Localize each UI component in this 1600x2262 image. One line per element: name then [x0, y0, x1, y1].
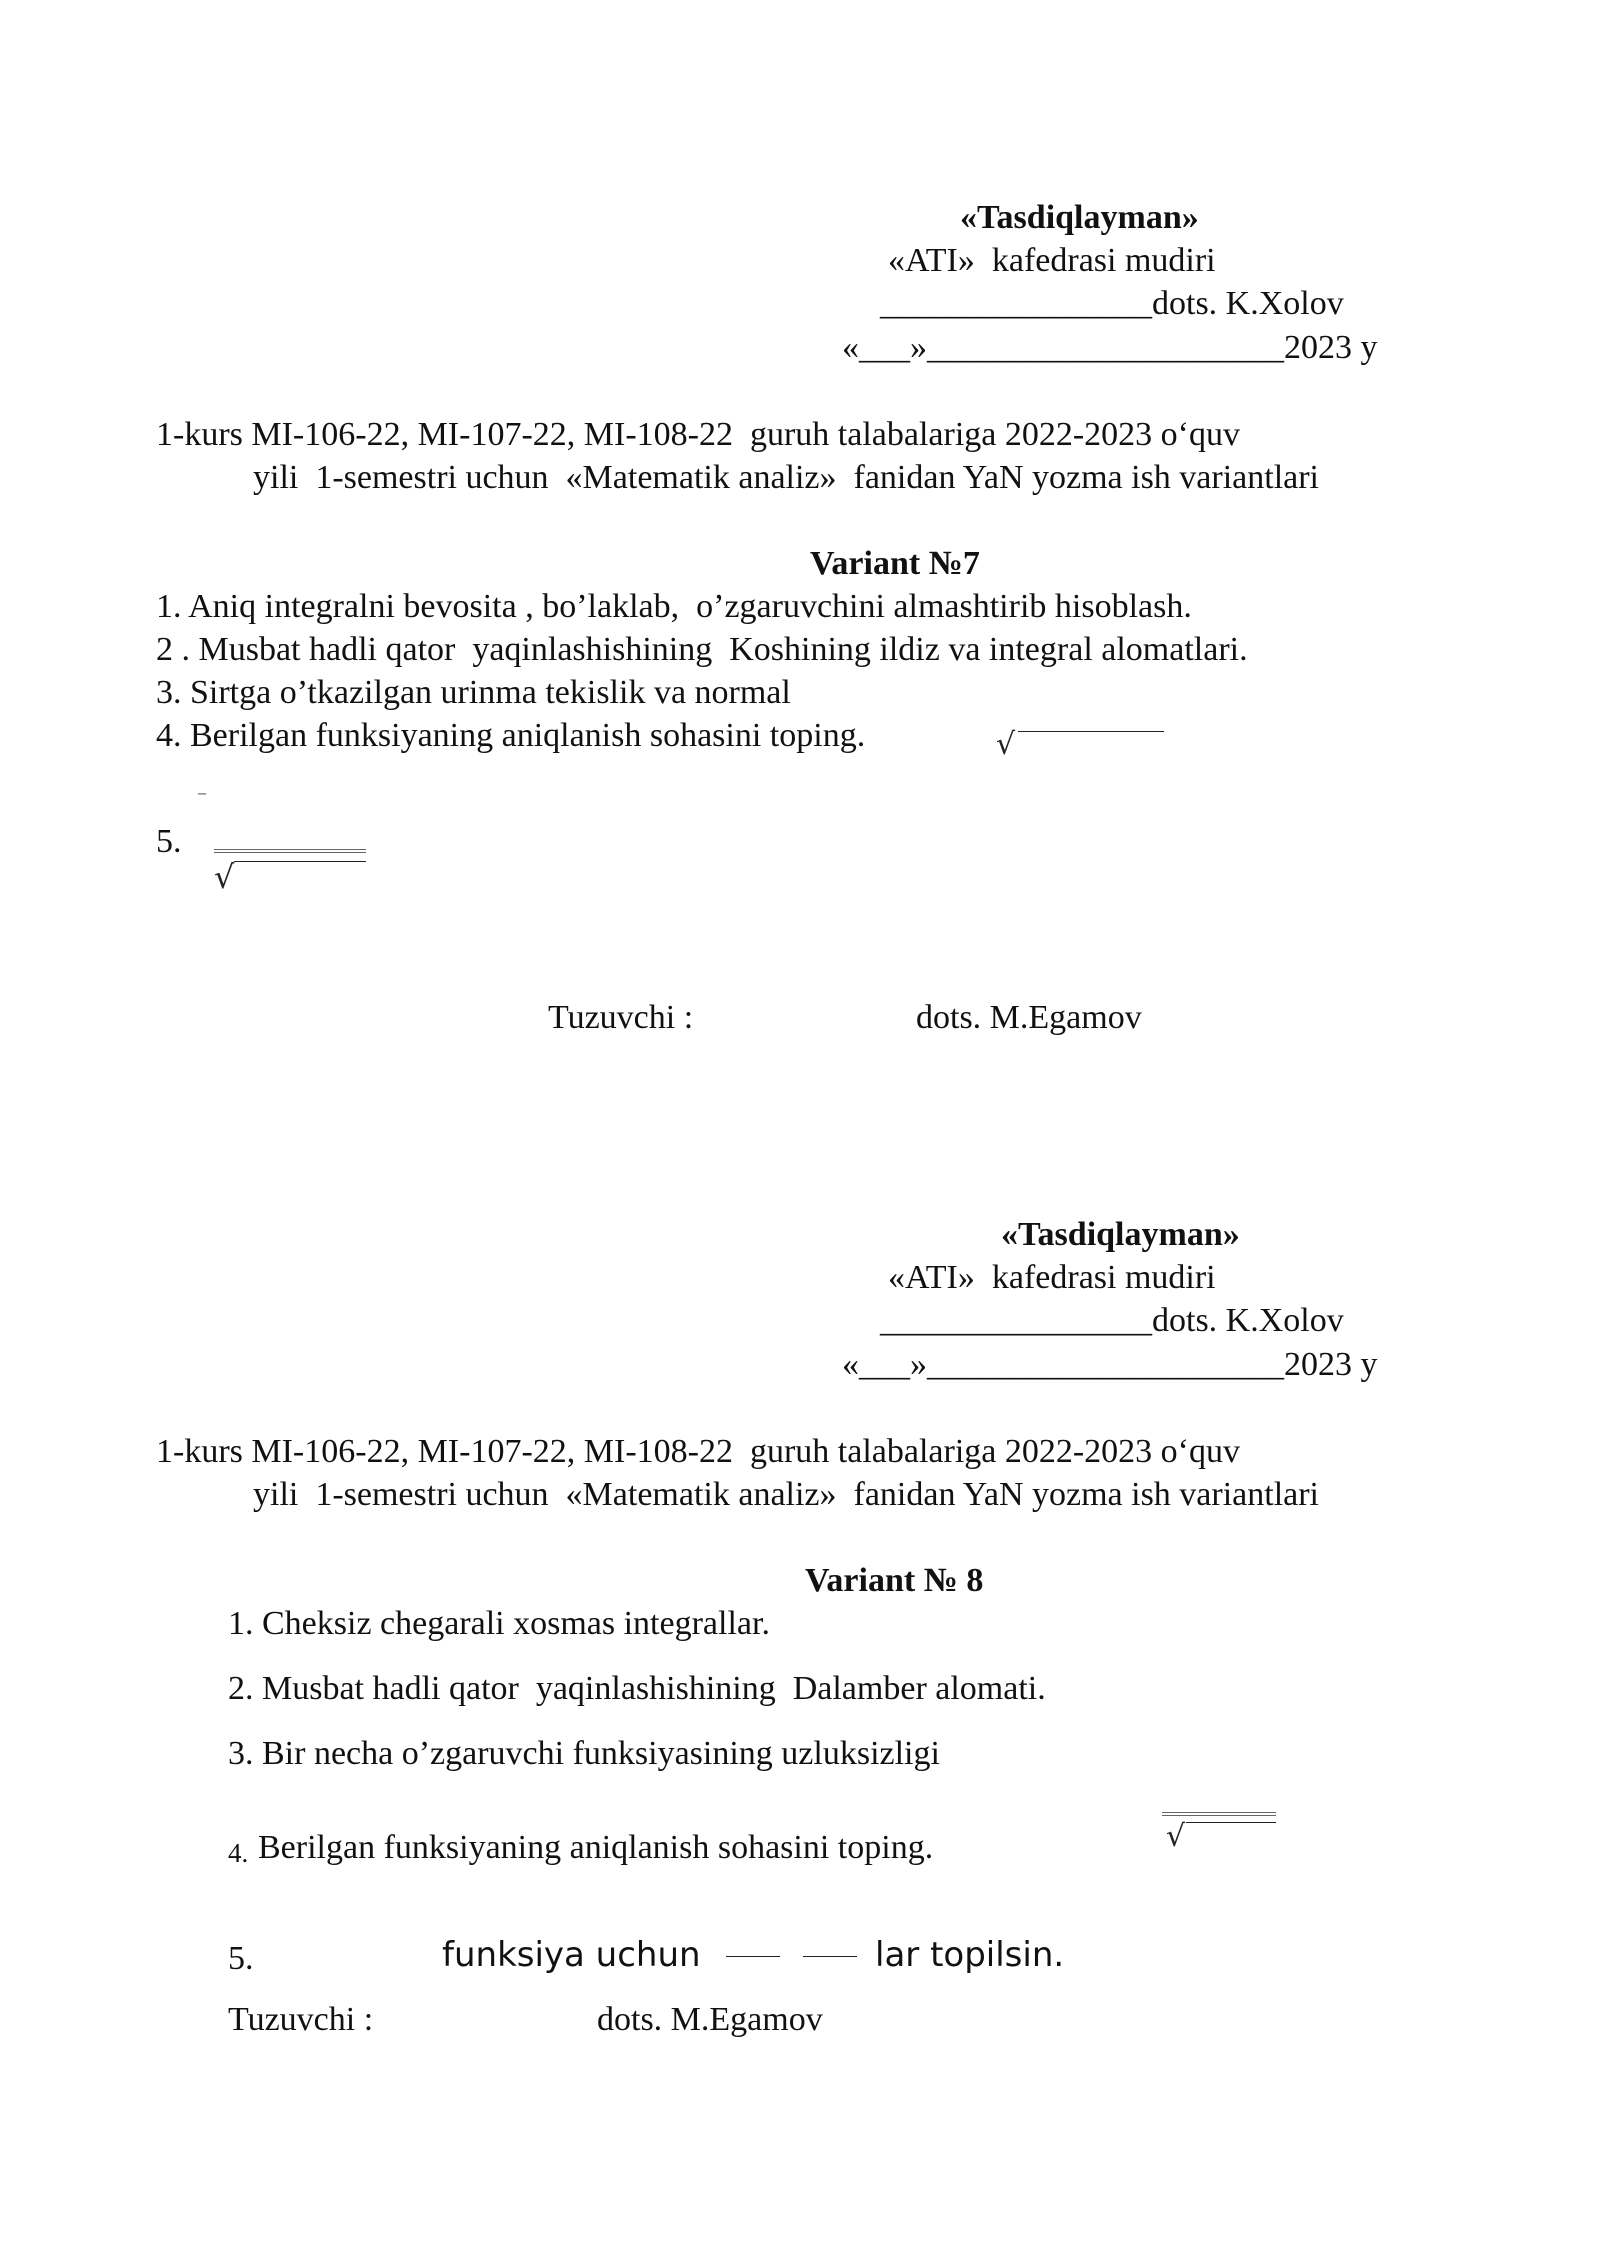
task-1: 1. Cheksiz chegarali xosmas integrallar.	[228, 1605, 770, 1642]
task-3: 3. Bir necha o’zgaruvchi funksiyasining uzluksizligi	[228, 1735, 940, 1772]
approval-title: «Tasdiqlayman»	[1001, 1216, 1240, 1253]
variant-title: Variant №7	[810, 545, 980, 582]
approval-department: «ATI» kafedrasi mudiri	[888, 1259, 1216, 1296]
approval-department: «ATI» kafedrasi mudiri	[888, 242, 1216, 279]
author-label: Tuzuvchi :	[548, 999, 694, 1036]
document-header-line-2: yili 1-semestri uchun «Matematik analiz» fanidan YaN yozma ish variantlari	[253, 1476, 1320, 1513]
task-4-number: 4.	[228, 1838, 249, 1868]
task-4: 4. Berilgan funksiyaning aniqlanish sohasini toping.	[156, 717, 866, 754]
sqrt-icon: √	[996, 727, 1016, 762]
sqrt-icon: √	[214, 858, 235, 896]
task-2: 2 . Musbat hadli qator yaqinlashishining Koshining ildiz va integral alomatlari.	[156, 631, 1248, 668]
sqrt-icon: √	[1166, 1819, 1186, 1854]
task-5-text-end: lar topilsin.	[875, 1935, 1065, 1975]
sqrt-overline	[1186, 1822, 1276, 1823]
author-name: dots. M.Egamov	[916, 999, 1142, 1036]
approval-date: «___»_____________________2023 y	[842, 329, 1378, 366]
task-5-number: 5.	[228, 1940, 254, 1977]
task-1: 1. Aniq integralni bevosita , bo’laklab, o’zgaruvchini almashtirib hisoblash.	[156, 588, 1192, 625]
sqrt-overline	[1018, 731, 1164, 732]
document-header-line-1: 1-kurs MI-106-22, MI-107-22, MI-108-22 guruh talabalariga 2022-2023 o‘quv	[156, 1433, 1240, 1470]
approval-title: «Tasdiqlayman»	[960, 199, 1199, 236]
approval-signer: ________________dots. K.Xolov	[880, 1302, 1344, 1339]
fraction-bar	[1162, 1812, 1276, 1816]
approval-signer: ________________dots. K.Xolov	[880, 285, 1344, 322]
task-3: 3. Sirtga o’tkazilgan urinma tekislik va normal	[156, 674, 791, 711]
document-header-line-2: yili 1-semestri uchun «Matematik analiz» fanidan YaN yozma ish variantlari	[253, 459, 1320, 496]
task-5-text: funksiya uchun	[442, 1935, 701, 1975]
fraction-bar	[726, 1956, 780, 1957]
document-header-line-1: 1-kurs MI-106-22, MI-107-22, MI-108-22 guruh talabalariga 2022-2023 o‘quv	[156, 416, 1240, 453]
task-5-number: 5.	[156, 823, 182, 860]
sqrt-overline	[234, 861, 366, 862]
task-4: Berilgan funksiyaning aniqlanish sohasini toping.	[258, 1829, 934, 1866]
author-name: dots. M.Egamov	[597, 2001, 823, 2038]
task-2: 2. Musbat hadli qator yaqinlashishining Dalamber alomati.	[228, 1670, 1046, 1707]
fraction-bar	[214, 849, 366, 853]
variant-title: Variant № 8	[805, 1562, 984, 1599]
approval-date: «___»_____________________2023 y	[842, 1346, 1378, 1383]
fraction-bar	[803, 1956, 857, 1957]
minus-icon: –	[197, 780, 207, 804]
author-label: Tuzuvchi :	[228, 2001, 374, 2038]
